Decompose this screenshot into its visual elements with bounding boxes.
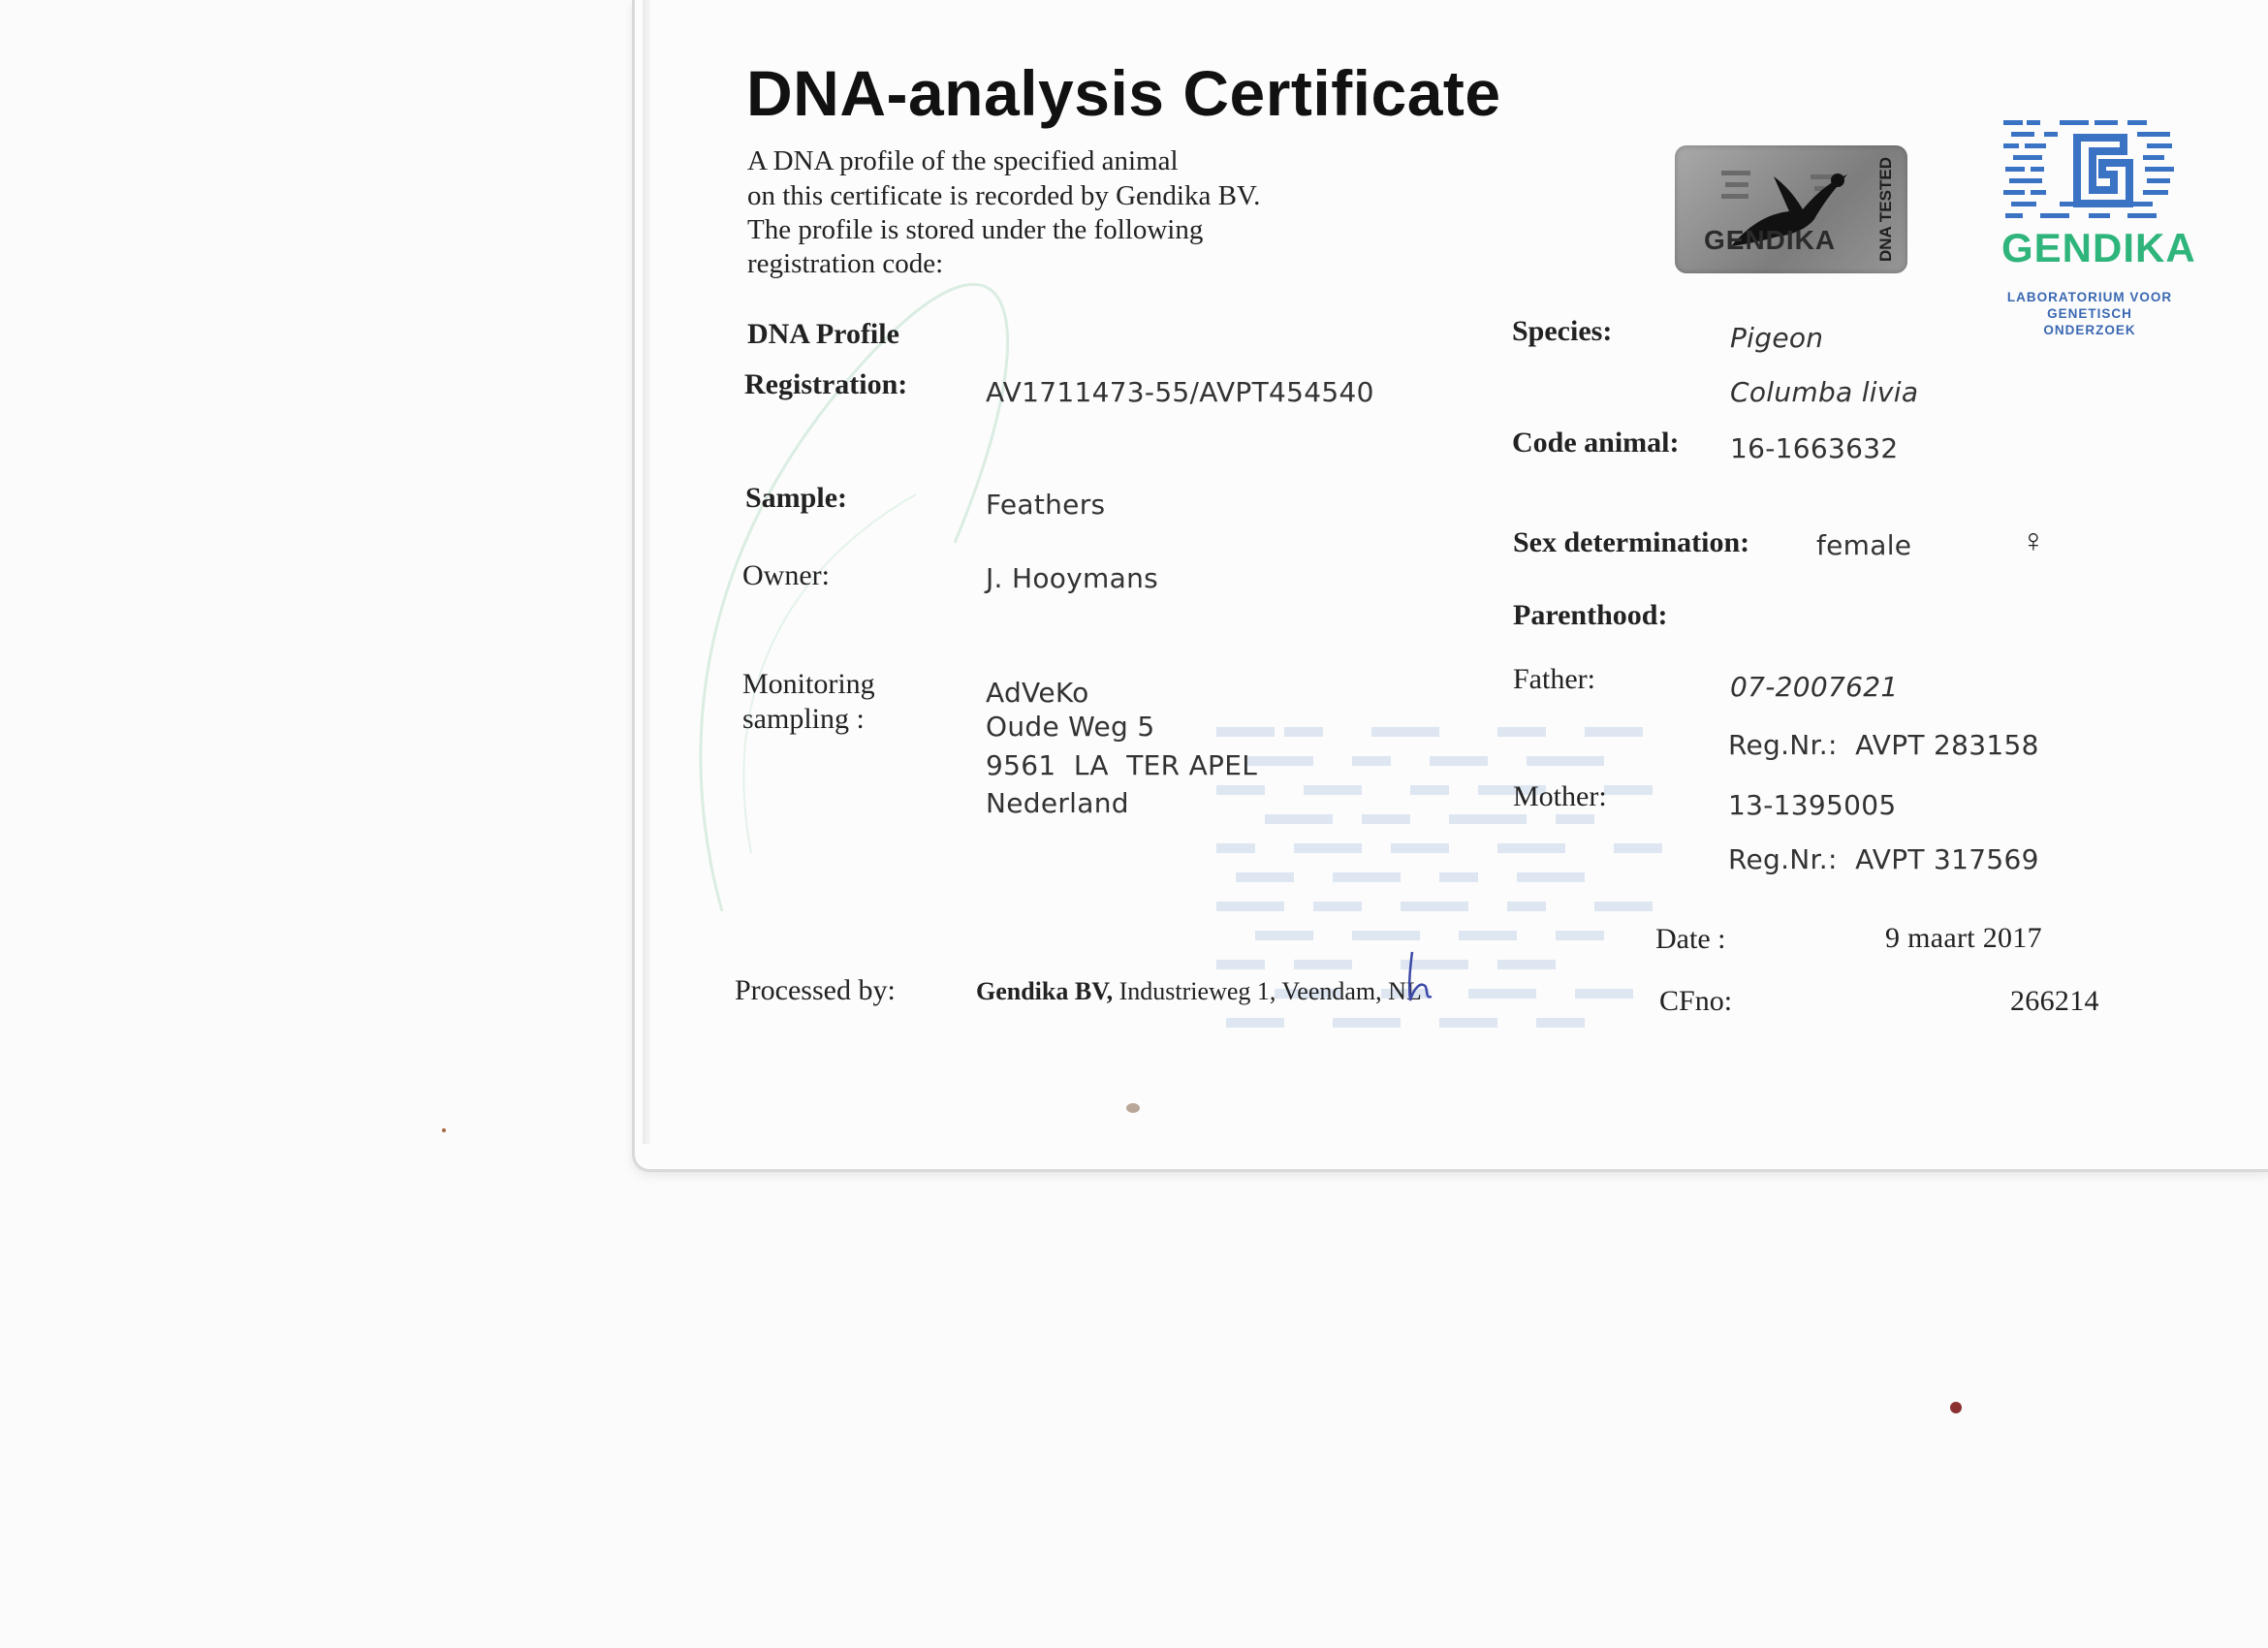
address-line-2: Oude Weg 5 (986, 711, 1155, 743)
address-line-1: AdVeKo (986, 677, 1089, 709)
intro-line-3: The profile is stored under the following (747, 214, 1204, 245)
owner-value: J. Hooymans (986, 562, 1159, 594)
scan-speck (1950, 1402, 1962, 1413)
dna-profile-label: DNA Profile (747, 318, 899, 350)
certificate-title: DNA-analysis Certificate (746, 57, 1501, 129)
cfno-value: 266214 (2010, 985, 2099, 1017)
processed-by-value (976, 977, 1422, 1006)
scan-speck (1126, 1103, 1140, 1113)
dna-barcode-watermark (1207, 717, 1711, 1066)
address-line-4: Nederland (986, 787, 1129, 819)
date-label: Date : (1655, 923, 1726, 955)
logo-subtitle-line-1: LABORATORIUM VOOR (2006, 290, 2173, 304)
registration-value: AV1711473-55/AVPT454540 (986, 376, 1374, 408)
gendika-logo-mark-icon (2001, 114, 2178, 223)
date-value: 9 maart 2017 (1885, 922, 2042, 954)
address-line-3: 9561 LA TER APEL (986, 749, 1258, 781)
processed-by-label: Processed by: (735, 974, 896, 1006)
mother-reg-number: Reg.Nr.: AVPT 317569 (1728, 843, 2039, 875)
seal-dna-tested-text: DNA TESTED (1876, 157, 1895, 262)
scan-speck (442, 1128, 446, 1132)
sex-determination-label: Sex determination: (1513, 526, 1750, 558)
intro-line-4: registration code: (747, 248, 944, 279)
monitoring-label-line-2: sampling : (742, 703, 865, 735)
cfno-label: CFno: (1659, 985, 1733, 1017)
species-value: Pigeon (1730, 322, 1824, 354)
intro-line-1: A DNA profile of the specified animal (747, 145, 1179, 176)
registration-label: Registration: (744, 368, 908, 400)
code-animal-value: 16-1663632 (1730, 432, 1899, 464)
sample-label: Sample: (745, 482, 847, 514)
dna-tested-seal (1675, 145, 1907, 273)
mother-value: 13-1395005 (1728, 789, 1897, 821)
intro-line-2: on this certificate is recorded by Gendika BV. (747, 180, 1261, 211)
processed-address: Industrieweg 1, Veendam, NL (1113, 977, 1422, 1005)
father-reg-number: Reg.Nr.: AVPT 283158 (1728, 729, 2039, 761)
sample-value: Feathers (986, 489, 1106, 521)
handwritten-initial-signature (1401, 948, 1439, 1006)
mother-label: Mother: (1513, 780, 1607, 812)
seal-brand-text: GENDIKA (1704, 225, 1837, 255)
owner-label: Owner: (742, 559, 830, 591)
sex-value: female (1816, 529, 1912, 561)
certificate-card (632, 0, 2268, 1172)
parenthood-label: Parenthood: (1513, 599, 1668, 631)
species-latin-value: Columba livia (1730, 376, 1919, 408)
father-value: 07-2007621 (1730, 671, 1899, 703)
gendika-logo-name: GENDIKA (2001, 225, 2196, 270)
female-symbol-icon: ♀ (2021, 523, 2046, 559)
gendika-logo-subtitle (2001, 289, 2178, 338)
processed-company: Gendika BV, (976, 977, 1114, 1005)
monitoring-label-line-1: Monitoring (742, 668, 875, 700)
logo-subtitle-line-2: GENETISCH ONDERZOEK (2043, 306, 2136, 337)
code-animal-label: Code animal: (1512, 427, 1680, 459)
species-label: Species: (1512, 315, 1613, 347)
father-label: Father: (1513, 663, 1595, 695)
